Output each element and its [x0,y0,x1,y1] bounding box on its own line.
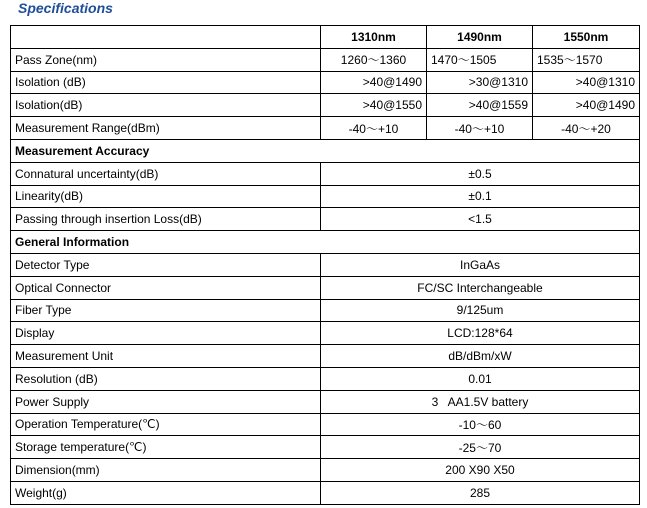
table-row-dimension [11,459,640,482]
row-label-power-supply: Power Supply [11,390,321,413]
row-label-linearity: Linearity(dB) [11,185,321,208]
column-header-1550nm: 1550nm [533,26,640,49]
table-row-linearity [11,185,640,208]
section-title-accuracy: Measurement Accuracy [11,139,640,162]
row-label-fiber-type: Fiber Type [11,299,321,322]
row-label-insertion-loss: Passing through insertion Loss(dB) [11,208,321,231]
isolation-1-1550: >40@1310 [533,71,640,94]
table-row-optical-connector [11,276,640,299]
storage-temperature-value: -25～70 [321,436,640,459]
table-row-measurement-unit [11,345,640,368]
linearity-value: ±0.1 [321,185,640,208]
insertion-loss-value: <1.5 [321,208,640,231]
isolation-2-1550: >40@1490 [533,94,640,117]
column-header-1310nm: 1310nm [321,26,427,49]
table-row-display [11,322,640,345]
row-label-weight: Weight(g) [11,481,321,504]
isolation-2-1310: >40@1550 [321,94,427,117]
isolation-2-1490: >40@1559 [427,94,533,117]
measurement-range-1550: -40～+20 [533,117,640,140]
row-label-detector-type: Detector Type [11,253,321,276]
row-label-isolation-1: Isolation (dB) [11,71,321,94]
row-label-resolution: Resolution (dB) [11,367,321,390]
table-row-pass-zone [11,48,640,71]
measurement-unit-value: dB/dBm/xW [321,345,640,368]
pass-zone-1490: 1470～1505 [427,48,533,71]
header-blank-cell [11,26,321,49]
display-value: LCD:128*64 [321,322,640,345]
measurement-range-1310: -40～+10 [321,117,427,140]
column-header-1490nm: 1490nm [427,26,533,49]
connatural-uncertainty-value: ±0.5 [321,162,640,185]
table-row-resolution [11,367,640,390]
fiber-type-value: 9/125um [321,299,640,322]
page-title: Specifications [18,0,113,16]
table-row-connatural-uncertainty [11,162,640,185]
table-row-fiber-type [11,299,640,322]
dimension-value: 200 X90 X50 [321,459,640,482]
table-row-power-supply [11,390,640,413]
section-title-general: General Information [11,231,640,254]
row-label-dimension: Dimension(mm) [11,459,321,482]
weight-value: 285 [321,481,640,504]
row-label-operation-temperature: Operation Temperature(℃) [11,413,321,436]
row-label-optical-connector: Optical Connector [11,276,321,299]
pass-zone-1310: 1260～1360 [321,48,427,71]
power-supply-value: 3 AA1.5V battery [321,390,640,413]
optical-connector-value: FC/SC Interchangeable [321,276,640,299]
specifications-table [10,25,640,505]
table-row-storage-temperature [11,436,640,459]
table-row-detector-type [11,253,640,276]
row-label-pass-zone: Pass Zone(nm) [11,48,321,71]
isolation-1-1490: >30@1310 [427,71,533,94]
row-label-storage-temperature: Storage temperature(℃) [11,436,321,459]
table-header-row [11,26,640,49]
row-label-connatural-uncertainty: Connatural uncertainty(dB) [11,162,321,185]
section-row-general [11,231,640,254]
isolation-1-1310: >40@1490 [321,71,427,94]
section-row-accuracy [11,139,640,162]
resolution-value: 0.01 [321,367,640,390]
detector-type-value: InGaAs [321,253,640,276]
row-label-measurement-unit: Measurement Unit [11,345,321,368]
row-label-display: Display [11,322,321,345]
pass-zone-1550: 1535～1570 [533,48,640,71]
row-label-isolation-2: Isolation(dB) [11,94,321,117]
table-row-weight [11,481,640,504]
table-row-isolation-1 [11,71,640,94]
row-label-measurement-range: Measurement Range(dBm) [11,117,321,140]
table-row-measurement-range [11,117,640,140]
operation-temperature-value: -10～60 [321,413,640,436]
measurement-range-1490: -40～+10 [427,117,533,140]
table-row-insertion-loss [11,208,640,231]
table-row-isolation-2 [11,94,640,117]
table-row-operation-temperature [11,413,640,436]
